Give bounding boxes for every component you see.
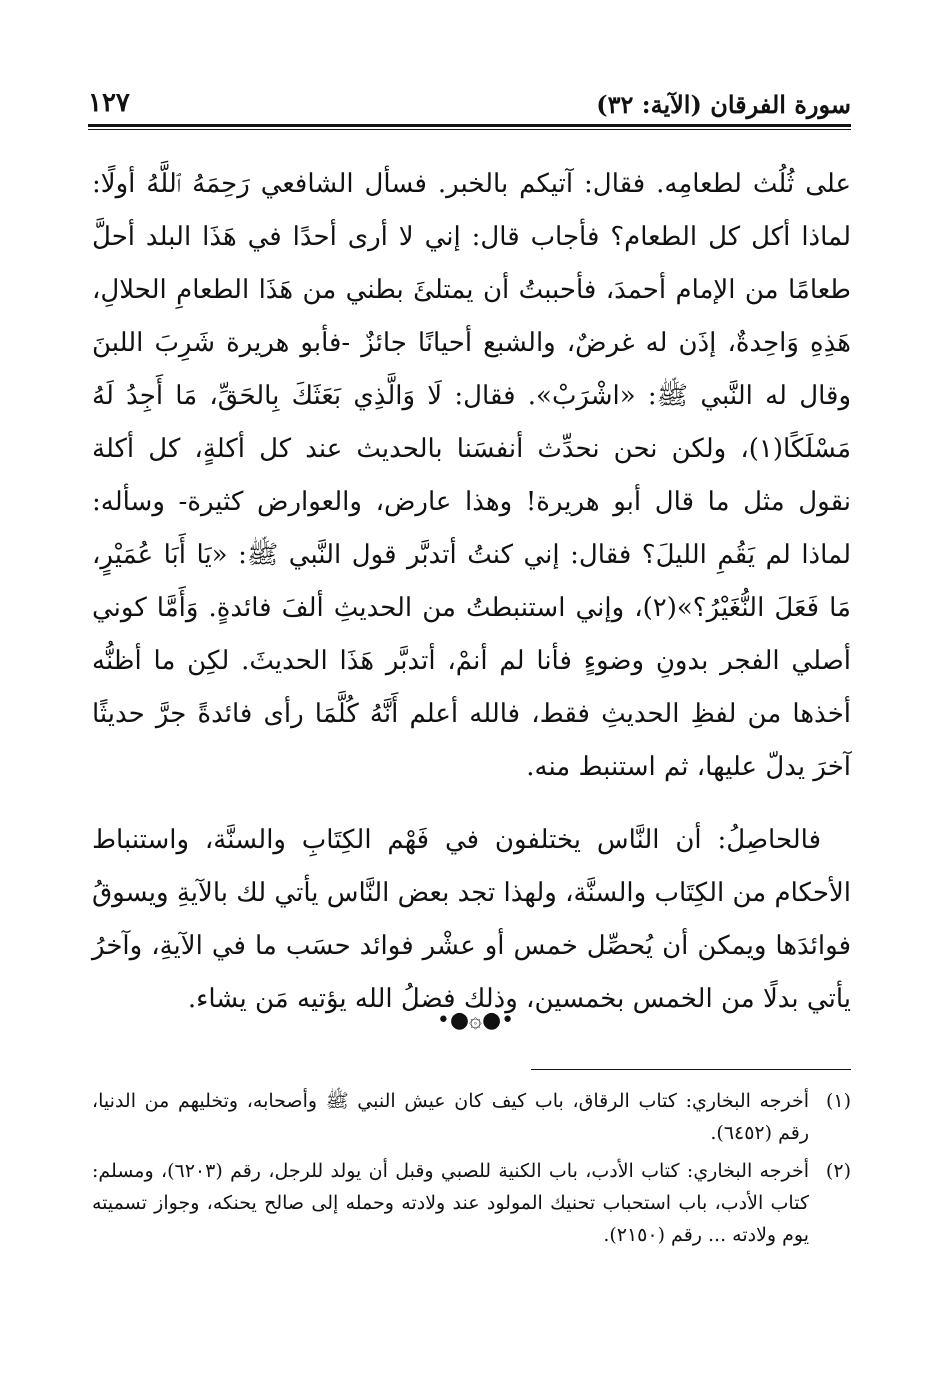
paragraph-2: فالحاصِلُ: أن النَّاس يختلفون في فَهْم الكِتَابِ والسنَّة، واستنباط الأحكام من الكِتَاب والسنَّة، ولهذا تجد بعض النَّاس يأتي لك بالآيةِ ويسوقُ فوائدَها ويمكن أن يُحصِّل خمس أو عشْر فوائد حسَب ما في الآيةِ، وآخرُ يأتي بدلًا من الخمس بخمسين، وذلك فضلُ الله يؤتيه مَن يشاء. bbox=[92, 825, 851, 1014]
header-rule-thin bbox=[88, 129, 851, 130]
footnote-text: أخرجه البخاري: كتاب الرقاق، باب كيف كان عيش النبي ﷺ وأصحابه، وتخليهم من الدنيا، رقم (٦٤٥٢). bbox=[92, 1090, 809, 1144]
footnotes bbox=[92, 1085, 851, 1257]
main-text bbox=[92, 158, 851, 1026]
section-separator-ornament: •●۞●• bbox=[436, 1008, 515, 1033]
page-header bbox=[88, 78, 851, 124]
footnote-number: (١) bbox=[825, 1090, 851, 1112]
footnote-2 bbox=[92, 1155, 851, 1251]
footnote-rule bbox=[531, 1069, 851, 1070]
footnote-1 bbox=[92, 1085, 851, 1149]
page-number: ١٢٧ bbox=[88, 88, 130, 118]
footnote-text: أخرجه البخاري: كتاب الأدب، باب الكنية للصبي وقبل أن يولد للرجل، رقم (٦٢٠٣)، ومسلم: كتاب الأدب، باب استحباب تحنيك المولود عند ولادته وحمله إلى صالح يحنكه، وجواز تسميته يوم ولادته ... رقم (٢١٥٠). bbox=[92, 1160, 809, 1246]
paragraph-1: على ثُلُث لطعامِه. فقال: آتيكم بالخبر. فسأل الشافعي رَحِمَهُ ٱللَّهُ أولًا: لماذا أكل كل الطعام؟ فأجاب قال: إني لا أرى أحدًا في هَذَا البلد أحلَّ طعامًا من الإمام أحمدَ، فأحببتُ أن يمتلئَ بطني من هَذَا الطعامِ الحلالِ، هَذِهِ وَاحِدةٌ، إذَن له غرضٌ، والشبع أحيانًا جائزٌ -فأبو هريرة شَرِبَ اللبنَ وقال له النَّبي ﷺ: «اشْرَبْ». فقال: لَا وَالَّذِي بَعَثَكَ بِالحَقِّ، مَا أَجِدُ لَهُ مَسْلَكًا(١)، ولكن نحن نحدِّث أنفسَنا بالحديث عند كل أكلةٍ، كل أكلة نقول مثل ما قال أبو هريرة! وهذا عارض، والعوارض كثيرة- وسأله: لماذا لم يَقُمِ الليلَ؟ فقال: إني كنتُ أتدبَّر قول النَّبي ﷺ: «يَا أَبَا عُمَيْرٍ، مَا فَعَلَ النُّغَيْرُ؟»(٢)، وإني استنبطتُ من الحديثِ ألفَ فائدةٍ. وَأَمَّا كوني أصلي الفجر بدونِ وضوءٍ فأنا لم أنمْ، أتدبَّر هَذَا الحديثَ. لكِن ما أظنُّه أخذها من لفظِ الحديثِ فقط، فالله أعلم أَنَّهُ كُلَّمَا رأى فائدةً جرَّ حديثًا آخرَ يدلّ عليها، ثم استنبط منه. bbox=[92, 169, 851, 782]
running-title: سورة الفرقان (الآية: ٣٢) bbox=[596, 90, 851, 119]
footnote-number: (٢) bbox=[825, 1160, 851, 1182]
header-rule bbox=[88, 124, 851, 127]
